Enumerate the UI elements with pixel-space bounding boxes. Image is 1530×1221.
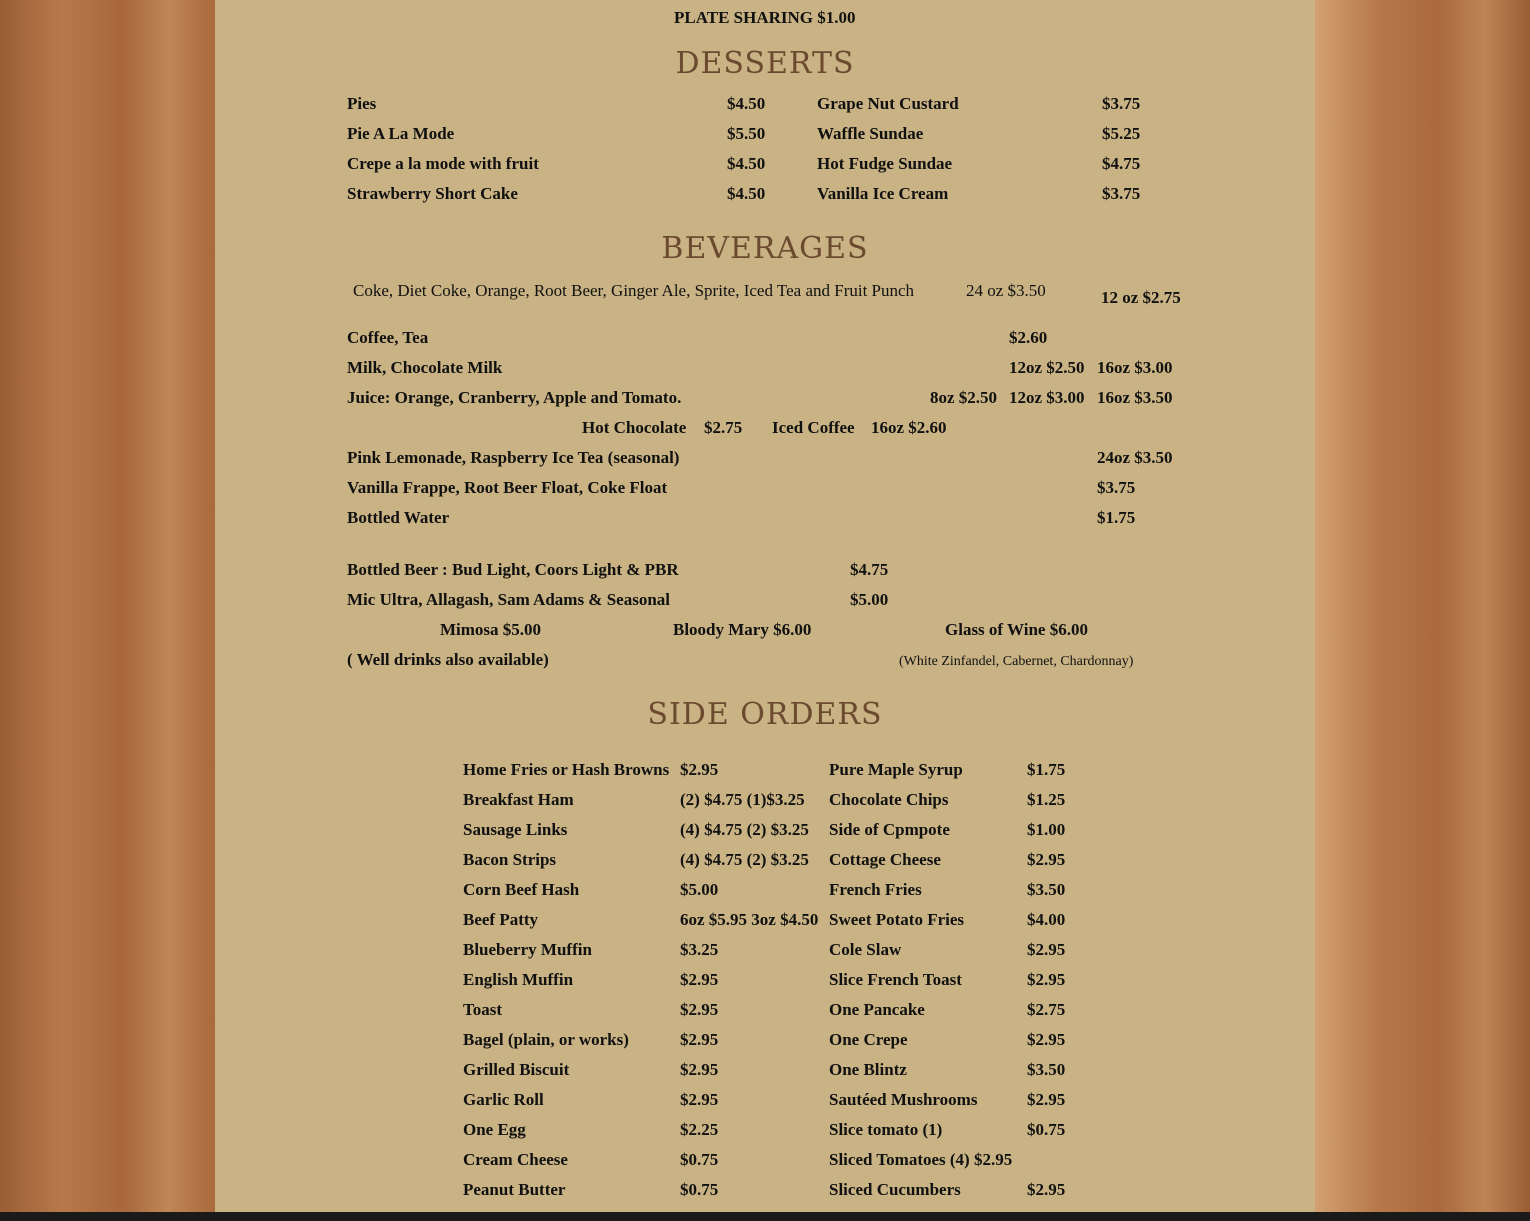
beverage-price: 12oz $2.50 (1009, 358, 1085, 377)
side-item-name: Sweet Potato Fries (829, 910, 965, 929)
side-item-price: $3.50 (1027, 1060, 1066, 1079)
side-item-price: $2.95 (1027, 1030, 1066, 1049)
side-item-name: One Egg (463, 1120, 526, 1139)
side-item-name: One Pancake (829, 1000, 925, 1019)
beer-name: Bottled Beer : Bud Light, Coors Light & PBR (347, 560, 679, 579)
side-item-price: $2.75 (1027, 1000, 1066, 1019)
desserts-heading: DESSERTS (675, 46, 855, 81)
side-item-price: $2.95 (680, 970, 719, 989)
side-item-price: $2.95 (680, 1060, 719, 1079)
well-drinks-note: ( Well drinks also available) (347, 650, 549, 669)
side-orders-heading: SIDE ORDERS (647, 697, 883, 732)
side-item-price: $2.95 (1027, 940, 1066, 959)
dessert-item-name: Waffle Sundae (817, 124, 924, 143)
side-item-price: $2.95 (680, 1090, 719, 1109)
side-item-price: $2.95 (1027, 1180, 1066, 1199)
side-item-name: Bagel (plain, or works) (463, 1030, 629, 1049)
side-item-price: $1.25 (1027, 790, 1066, 809)
side-item-name: Grilled Biscuit (463, 1060, 570, 1079)
side-item-price: $0.75 (680, 1150, 719, 1169)
side-item-price: $0.75 (680, 1180, 719, 1199)
side-item-name: Sliced Cucumbers (829, 1180, 961, 1199)
beverage-price: 24oz $3.50 (1097, 448, 1173, 467)
side-item-price: $5.00 (680, 880, 719, 899)
side-item-name: One Crepe (829, 1030, 908, 1049)
side-item-price: $0.75 (1027, 1120, 1066, 1139)
side-item-name: Bacon Strips (463, 850, 557, 869)
side-item-price: $1.75 (1027, 760, 1066, 779)
dessert-item-price: $5.50 (727, 124, 766, 143)
beverage-name: Iced Coffee (772, 418, 855, 437)
side-item-name: Peanut Butter (463, 1180, 566, 1199)
wine-item: Glass of Wine $6.00 (945, 620, 1088, 639)
side-item-name: One Blintz (829, 1060, 907, 1079)
dessert-item-price: $4.50 (727, 154, 766, 173)
beverage-price: 16oz $2.60 (871, 418, 947, 437)
beverage-price: 8oz $2.50 (930, 388, 998, 407)
side-item-name: Sausage Links (463, 820, 568, 839)
side-item-name: Toast (463, 1000, 503, 1019)
dessert-item-name: Vanilla Ice Cream (817, 184, 949, 203)
beverage-price: $2.60 (1009, 328, 1048, 347)
dessert-item-name: Hot Fudge Sundae (817, 154, 953, 173)
side-item-price: $2.95 (1027, 1090, 1066, 1109)
dessert-item-name: Pies (347, 94, 377, 113)
sodas-24oz-price: 24 oz $3.50 (966, 281, 1046, 300)
side-item-price: $2.95 (1027, 850, 1066, 869)
side-item-price: 6oz $5.95 3oz $4.50 (680, 910, 819, 929)
mimosa-item: Mimosa $5.00 (440, 620, 542, 639)
wine-types-note: (White Zinfandel, Cabernet, Chardonnay) (899, 654, 1134, 669)
beverage-price: $2.75 (704, 418, 743, 437)
beverage-name: Coffee, Tea (347, 328, 429, 347)
dessert-item-price: $3.75 (1102, 94, 1141, 113)
side-item-name: Slice French Toast (829, 970, 962, 989)
dessert-item-price: $3.75 (1102, 184, 1141, 203)
side-item-name: French Fries (829, 880, 922, 899)
side-item-price: $1.00 (1027, 820, 1066, 839)
side-item-price: $3.50 (1027, 880, 1066, 899)
side-item-price: (4) $4.75 (2) $3.25 (680, 820, 809, 839)
side-item-price: $2.25 (680, 1120, 719, 1139)
dessert-item-price: $4.50 (727, 94, 766, 113)
side-item-price: $2.95 (680, 1000, 719, 1019)
side-item-price: $3.25 (680, 940, 719, 959)
side-item-name: Cream Cheese (463, 1150, 568, 1169)
beverage-price: 16oz $3.50 (1097, 388, 1173, 407)
bloody-mary-item: Bloody Mary $6.00 (673, 620, 812, 639)
beverage-price: 12oz $3.00 (1009, 388, 1085, 407)
side-item-name: Cottage Cheese (829, 850, 941, 869)
beverage-price: 16oz $3.00 (1097, 358, 1173, 377)
beverage-name: Vanilla Frappe, Root Beer Float, Coke Float (347, 478, 668, 497)
beverages-heading: BEVERAGES (661, 231, 869, 266)
sodas-list: Coke, Diet Coke, Orange, Root Beer, Ginger Ale, Sprite, Iced Tea and Fruit Punch (353, 281, 915, 300)
side-item-name: Sautéed Mushrooms (829, 1090, 978, 1109)
side-item-price: (4) $4.75 (2) $3.25 (680, 850, 809, 869)
side-item-name: Breakfast Ham (463, 790, 574, 809)
beverage-name: Milk, Chocolate Milk (347, 358, 503, 377)
plate-sharing-note: PLATE SHARING $1.00 (674, 8, 856, 27)
side-item-price: $2.95 (680, 760, 719, 779)
beer-name: Mic Ultra, Allagash, Sam Adams & Seasonal (347, 590, 671, 609)
beer-price: $4.75 (850, 560, 889, 579)
menu-page (215, 0, 1315, 1212)
beverage-name: Hot Chocolate (582, 418, 687, 437)
bottom-edge (0, 1212, 1530, 1221)
side-item-name: Pure Maple Syrup (829, 760, 963, 779)
beer-price: $5.00 (850, 590, 889, 609)
side-item-name: Corn Beef Hash (463, 880, 580, 899)
side-item-name: Blueberry Muffin (463, 940, 592, 959)
beverage-price: $3.75 (1097, 478, 1136, 497)
side-item-name: Cole Slaw (829, 940, 902, 959)
dessert-item-price: $4.75 (1102, 154, 1141, 173)
side-item-price: $2.95 (1027, 970, 1066, 989)
beverage-name: Bottled Water (347, 508, 450, 527)
sodas-12oz-price: 12 oz $2.75 (1101, 288, 1181, 307)
dessert-item-name: Crepe a la mode with fruit (347, 154, 539, 173)
side-item-name: Side of Cpmpote (829, 820, 950, 839)
side-item-name: Beef Patty (463, 910, 539, 929)
side-item-name: Home Fries or Hash Browns (463, 760, 670, 779)
beverage-name: Juice: Orange, Cranberry, Apple and Tomato. (347, 388, 682, 407)
beverage-price: $1.75 (1097, 508, 1136, 527)
dessert-item-name: Strawberry Short Cake (347, 184, 518, 203)
side-item-name: Garlic Roll (463, 1090, 544, 1109)
side-item-price: $4.00 (1027, 910, 1066, 929)
side-item-name: Sliced Tomatoes (4) $2.95 (829, 1150, 1013, 1169)
dessert-item-name: Pie A La Mode (347, 124, 455, 143)
dessert-item-name: Grape Nut Custard (817, 94, 959, 113)
beverage-name: Pink Lemonade, Raspberry Ice Tea (seasonal) (347, 448, 680, 467)
dessert-item-price: $5.25 (1102, 124, 1141, 143)
side-item-price: $2.95 (680, 1030, 719, 1049)
side-item-price: (2) $4.75 (1)$3.25 (680, 790, 805, 809)
side-item-name: Slice tomato (1) (829, 1120, 943, 1139)
dessert-item-price: $4.50 (727, 184, 766, 203)
side-item-name: Chocolate Chips (829, 790, 949, 809)
side-item-name: English Muffin (463, 970, 574, 989)
